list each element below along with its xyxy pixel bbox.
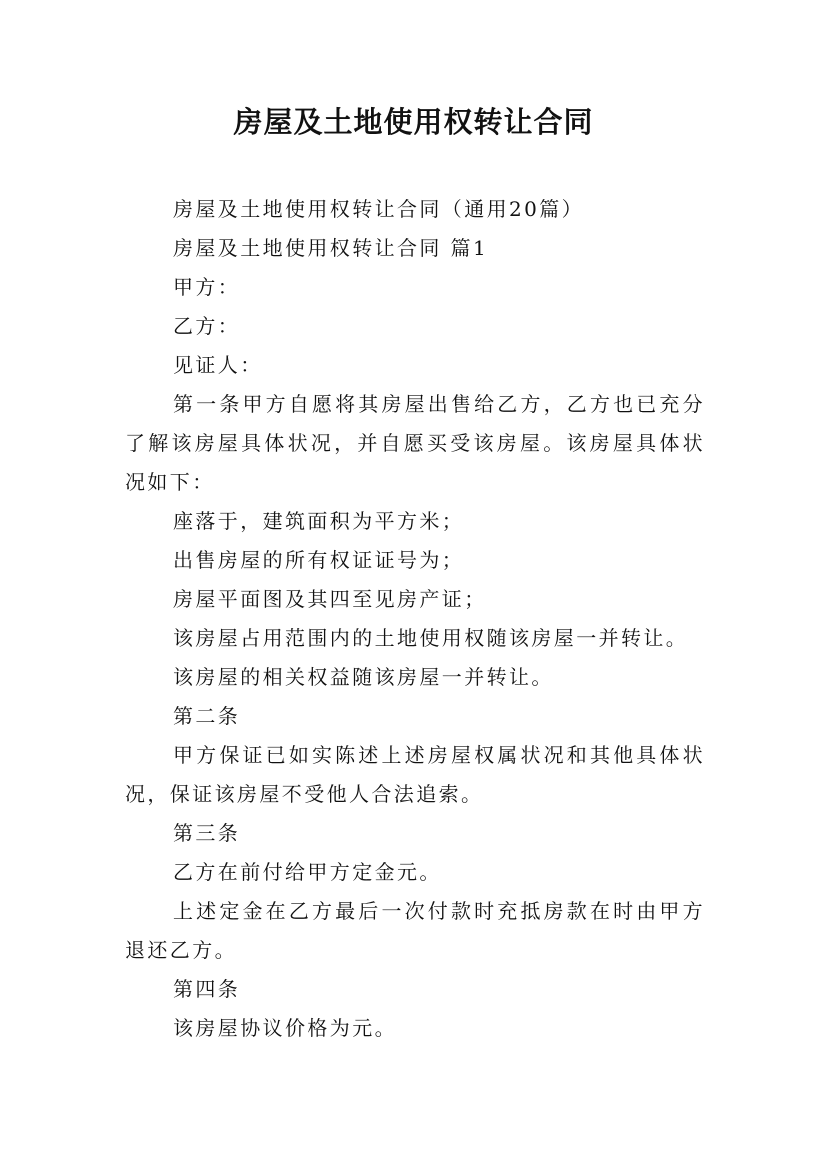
paragraph-party-a: 甲方：: [173, 275, 241, 299]
paragraph-party-b: 乙方：: [173, 314, 241, 338]
paragraph-land-rights: 该房屋占用范围内的土地使用权随该房屋一并转让。: [173, 626, 689, 650]
paragraph-article-2-heading: 第二条: [173, 704, 241, 728]
paragraph-article-1: 第一条甲方自愿将其房屋出售给乙方，乙方也已充分了解该房屋具体状况，并自愿买受该房屋。该房屋具体状况如下：: [125, 392, 705, 494]
paragraph-subtitle: 房屋及土地使用权转让合同（通用20篇）: [173, 197, 585, 221]
paragraph-article-3-heading: 第三条: [173, 821, 241, 845]
paragraph-witness: 见证人：: [173, 353, 263, 377]
paragraph-chapter-heading: 房屋及土地使用权转让合同 篇1: [173, 236, 489, 260]
paragraph-location: 座落于，建筑面积为平方米；: [173, 509, 465, 533]
paragraph-floor-plan: 房屋平面图及其四至见房产证；: [173, 587, 487, 611]
document-title: 房屋及土地使用权转让合同: [233, 105, 594, 139]
paragraph-deposit: 乙方在前付给甲方定金元。: [173, 860, 442, 884]
paragraph-related-rights: 该房屋的相关权益随该房屋一并转让。: [173, 665, 554, 689]
paragraph-deposit-offset: 上述定金在乙方最后一次付款时充抵房款在时由甲方退还乙方。: [125, 899, 705, 962]
paragraph-article-2: 甲方保证已如实陈述上述房屋权属状况和其他具体状况，保证该房屋不受他人合法追索。: [125, 743, 705, 806]
document-body: [125, 190, 705, 1048]
paragraph-article-4-heading: 第四条: [173, 977, 241, 1001]
paragraph-certificate: 出售房屋的所有权证证号为；: [173, 548, 465, 572]
paragraph-price: 该房屋协议价格为元。: [173, 1016, 397, 1040]
